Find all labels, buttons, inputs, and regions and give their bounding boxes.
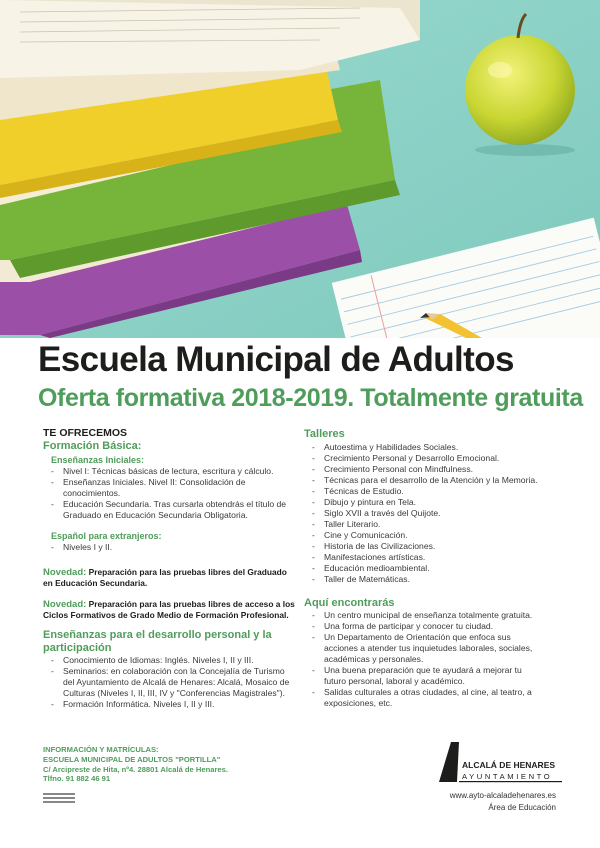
list-item: - Niveles I y II. [51,542,298,553]
list-item: - Siglo XVII a través del Quijote. [312,508,544,519]
novedad-text: Preparación para las pruebas libres de acceso a los Ciclos Formativos de Grado Medio de Formación Profesional. [43,599,295,620]
address: C/ Arcipreste de Hita, nº4. 28801 Alcalá de Henares. [43,764,228,774]
page-title: Escuela Municipal de Adultos [38,340,514,379]
list-item: - Educación Secundaria. Tras cursarla obtendrás el título de Graduado en Educación Secundaria Obligatoria. [51,499,298,521]
department-name: Área de Educación [488,803,556,812]
bar-logo-icon [43,793,75,803]
school-name: ESCUELA MUNICIPAL DE ADULTOS "PORTILLA" [43,754,221,764]
list-item: - Conocimiento de Idiomas: Inglés. Niveles I, II y III. [51,655,298,666]
novedad-label: Novedad: [43,567,87,578]
list-item: - Nivel I: Técnicas básicas de lectura, escritura y cálculo. [51,466,298,477]
website-link[interactable]: www.ayto-alcaladehenares.es [449,791,556,800]
phone: Tlfno. 91 882 46 91 [43,774,111,784]
basic-training-heading: Formación Básica: [43,440,142,452]
list-item: - Educación medioambiental. [312,563,544,574]
list-item: - Una buena preparación que te ayudará a mejorar tu futuro personal, laboral y académico. [312,665,544,687]
list-item: - Enseñanzas Iniciales. Nivel II: Consolidación de conocimientos. [51,477,298,499]
list-item: - Técnicas de Estudio. [312,486,544,497]
find-here-heading: Aquí encontrarás [304,597,395,609]
list-item: - Taller de Matemáticas. [312,574,544,585]
list-item: - Taller Literario. [312,519,544,530]
list-item: - Un Departamento de Orientación que enfoca sus acciones a atender tus inquietudes laborales, sociales, académicas y personales. [312,632,544,665]
list-item: - Técnicas para el desarrollo de la Atención y la Memoria. [312,475,544,486]
info-heading: INFORMACIÓN Y MATRÍCULAS: [43,745,159,754]
list-item: - Manifestaciones artísticas. [312,552,544,563]
list-item: - Crecimiento Personal con Mindfulness. [312,464,544,475]
list-item: - Dibujo y pintura en Tela. [312,497,544,508]
brand-title: ALCALÁ DE HENARES [462,760,556,770]
contact-info [43,745,228,784]
page-subtitle: Oferta formativa 2018-2019. Totalmente gratuita [38,384,583,412]
personal-development-list [51,655,298,710]
initial-teaching-heading: Enseñanzas Iniciales: [51,455,145,465]
novedad-1 [43,567,298,589]
novedad-2 [43,599,298,621]
spanish-heading: Español para extranjeros: [51,531,162,541]
right-column [304,428,544,709]
list-item: - Un centro municipal de enseñanza totalmente gratuita. [312,610,544,621]
workshops-heading: Talleres [304,428,345,440]
hero-photo [0,0,600,338]
left-column [43,428,298,710]
initial-teaching-list [51,466,298,521]
find-here-list [312,610,544,709]
novedad-label: Novedad: [43,599,87,610]
list-item: - Una forma de participar y conocer tu ciudad. [312,621,544,632]
workshops-list [312,442,544,585]
list-item: - Historia de las Civilizaciones. [312,541,544,552]
brand-subtitle: AYUNTAMIENTO [462,772,553,781]
personal-development-heading: Enseñanzas para el desarrollo personal y la participación [43,629,272,654]
offer-heading: TE OFRECEMOS [43,427,128,439]
list-item: - Formación Informática. Niveles I, II y III. [51,699,298,710]
list-item: - Autoestima y Habilidades Sociales. [312,442,544,453]
spanish-list [51,542,298,553]
list-item: - Cine y Comunicación. [312,530,544,541]
list-item: - Seminarios: en colaboración con la Concejalía de Turismo del Ayuntamiento de Alcalá de Henares: Alcalá, Mosaico de Culturas (Niveles I, II, III, IV y "Conferencias Magistrales"). [51,666,298,699]
list-item: - Crecimiento Personal y Desarrollo Emocional. [312,453,544,464]
books-apple-illustration [0,0,600,338]
list-item: - Salidas culturales a otras ciudades, al cine, al teatro, a exposiciones, etc. [312,687,544,709]
novedad-text: Preparación para las pruebas libres del Graduado en Educación Secundaria. [43,567,287,588]
